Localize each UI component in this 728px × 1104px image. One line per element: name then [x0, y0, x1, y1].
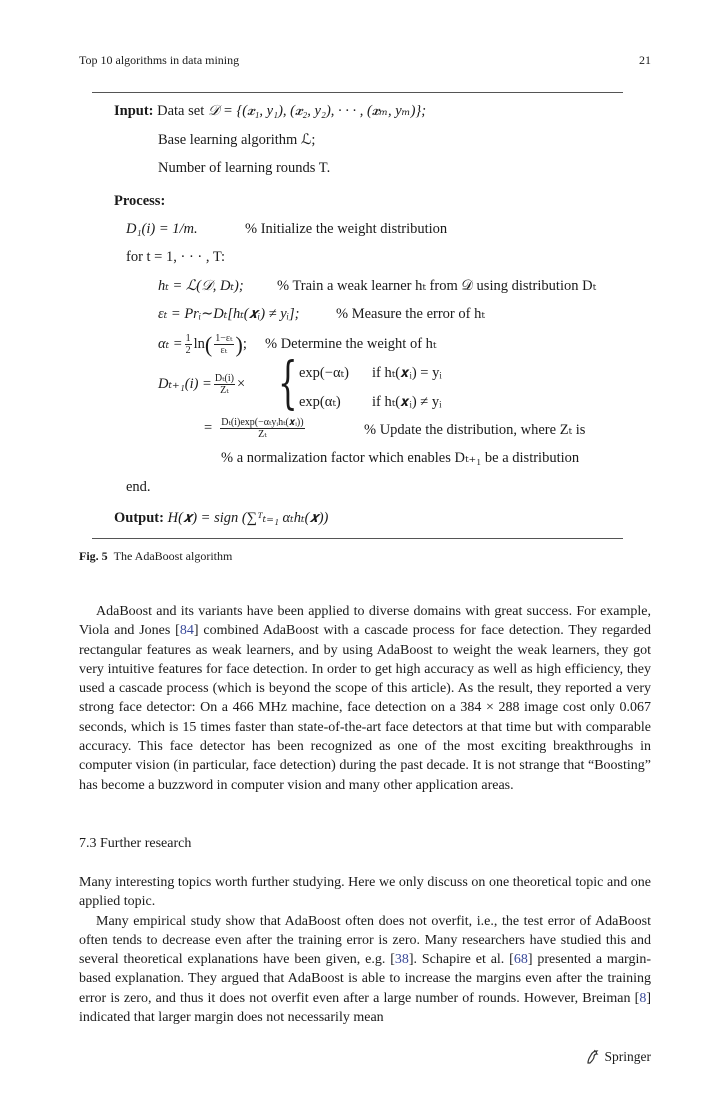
citation-84[interactable]: 84 — [179, 623, 194, 639]
error-comment: % Measure the error of hₜ — [336, 306, 485, 322]
update-lhs: Dₜ₊₁(i) = $\frac{\text{Dₜ(i)}}{\text{Zₜ}}$ × — [158, 373, 246, 396]
output-expr: H(𝒙) = sign — [167, 510, 239, 526]
alpha-half-fraction: $\frac{1}{2}$ — [185, 333, 191, 356]
caption-text: The AdaBoost algorithm — [113, 549, 233, 563]
figure-caption — [79, 549, 232, 564]
update2-comment2: % a normalization factor which enables Dₜ₊₁ be a distribution — [221, 450, 580, 466]
algorithm-input-line — [114, 104, 426, 119]
algorithm-top-rule — [92, 92, 623, 93]
section-heading: 7.3 Further research — [79, 836, 192, 851]
output-sum: (∑ᵀₜ₌₁ αₜhₜ(𝒙)) — [241, 510, 329, 526]
base-algorithm-line: Base learning algorithm ℒ; — [158, 132, 316, 148]
page-number: 21 — [639, 53, 651, 67]
output-label: Output: — [114, 510, 164, 526]
algorithm-bottom-rule — [92, 538, 623, 539]
case1-expr: exp(−αₜ) — [299, 365, 349, 381]
update2-expr: = $\frac{\text{Dₜ(i)exp(−αₜyᵢhₜ(𝒙ᵢ))}}{\text{Zₜ}}$ — [204, 417, 304, 440]
case2-expr: exp(αₜ) — [299, 394, 341, 410]
update2-fraction: $\frac{\text{Dₜ(i)exp(−αₜyᵢhₜ(𝒙ᵢ))}}{\text{Zₜ}}$ — [221, 417, 304, 440]
alpha-inner-fraction: $\frac{\text{1−εₜ}}{\text{εₜ}}$ — [215, 333, 233, 356]
citation-8[interactable]: 8 — [639, 990, 647, 1006]
end-line: end. — [126, 479, 151, 495]
paragraph-further-research — [79, 873, 651, 1027]
for-line: for t = 1, · · · , T: — [126, 249, 226, 265]
input-text: Data set — [157, 103, 205, 119]
rounds-line: Number of learning rounds T. — [158, 160, 331, 176]
input-label: Input: — [114, 103, 154, 119]
input-set: 𝒟 = {(𝒙₁, y₁), (𝒙₂, y₂), · · · , (𝒙ₘ, yₘ)}; — [207, 103, 427, 119]
paragraph-topics: Many interesting topics worth further studying. Here we only discuss on one theoretical topic and one applied topic. — [79, 875, 651, 910]
train-comment: % Train a weak learner hₜ from 𝒟 using distribution Dₜ — [277, 278, 597, 294]
citation-68[interactable]: 68 — [513, 952, 528, 968]
case2-cond: if hₜ(𝒙ᵢ) ≠ yᵢ — [372, 394, 442, 410]
process-label: Process: — [114, 193, 166, 209]
init-expr: D₁(i) = 1/m. — [126, 221, 198, 237]
caption-label: Fig. 5 — [79, 549, 108, 563]
paragraph-adaboost-applications: AdaBoost and its variants have been applied to diverse domains with great success. For example, Viola and Jones [84] combined AdaBoost with a cascade process for face detection. They regarded rectangular features as weak learners, and by using AdaBoost to weight the weak learners, they got very intuitive features for face detection. In order to get high accuracy as well as high efficiency, they used a cascade process (which is beyond the scope of this article). As the result, they reported a very strong face detector: On a 466 MHz machine, face detection on a 384 × 288 image cost only 0.067 seconds, which is 15 times faster than state-of-the-art face detectors at that time but with comparable accuracy. This face detector has been recognized as one of the most exciting breakthroughs in computer vision (in particular, face detection) during the past decade. It is not strange that “Boosting” has become a buzzword in computer vision and many other application areas. — [79, 604, 652, 793]
update2-comment: % Update the distribution, where Zₜ is — [364, 422, 586, 438]
init-comment: % Initialize the weight distribution — [245, 221, 448, 237]
running-title: Top 10 algorithms in data mining — [79, 53, 240, 67]
algorithm-output-line — [114, 511, 328, 526]
springer-horse-icon — [585, 1049, 601, 1065]
publisher-footer — [585, 1049, 652, 1065]
publisher-name: Springer — [604, 1049, 651, 1064]
cases-brace: { — [278, 351, 298, 416]
paragraph-overfit: Many empirical study show that AdaBoost often does not overfit, i.e., the test error of AdaBoost often tends to decrease even after the training error is zero. Many researchers have studied this and several theoretical explanations have been given, e.g. [38]. Schapire et al. [68] presented a margin-based explanation. They argued that AdaBoost is able to increase the margins even after the training error is zero, and thus it does not overfit even after a large number of rounds. However, Breiman [8] indicated that larger margin does not necessarily mean — [79, 913, 651, 1026]
citation-38[interactable]: 38 — [394, 952, 409, 968]
update-fraction: $\frac{\text{Dₜ(i)}}{\text{Zₜ}}$ — [214, 373, 234, 396]
case1-cond: if hₜ(𝒙ᵢ) = yᵢ — [372, 365, 442, 381]
alpha-comment: % Determine the weight of hₜ — [265, 336, 437, 352]
error-expr: εₜ = Prᵢ∼Dₜ[hₜ(𝒙ᵢ) ≠ yᵢ]; — [158, 306, 300, 322]
alpha-expr: αₜ = $\frac{1}{2}$ ln ( $\frac{\text{1−εₜ}}{\text{εₜ}}$ ) ; — [158, 331, 247, 357]
train-expr: hₜ = ℒ(𝒟, Dₜ); — [158, 278, 244, 294]
